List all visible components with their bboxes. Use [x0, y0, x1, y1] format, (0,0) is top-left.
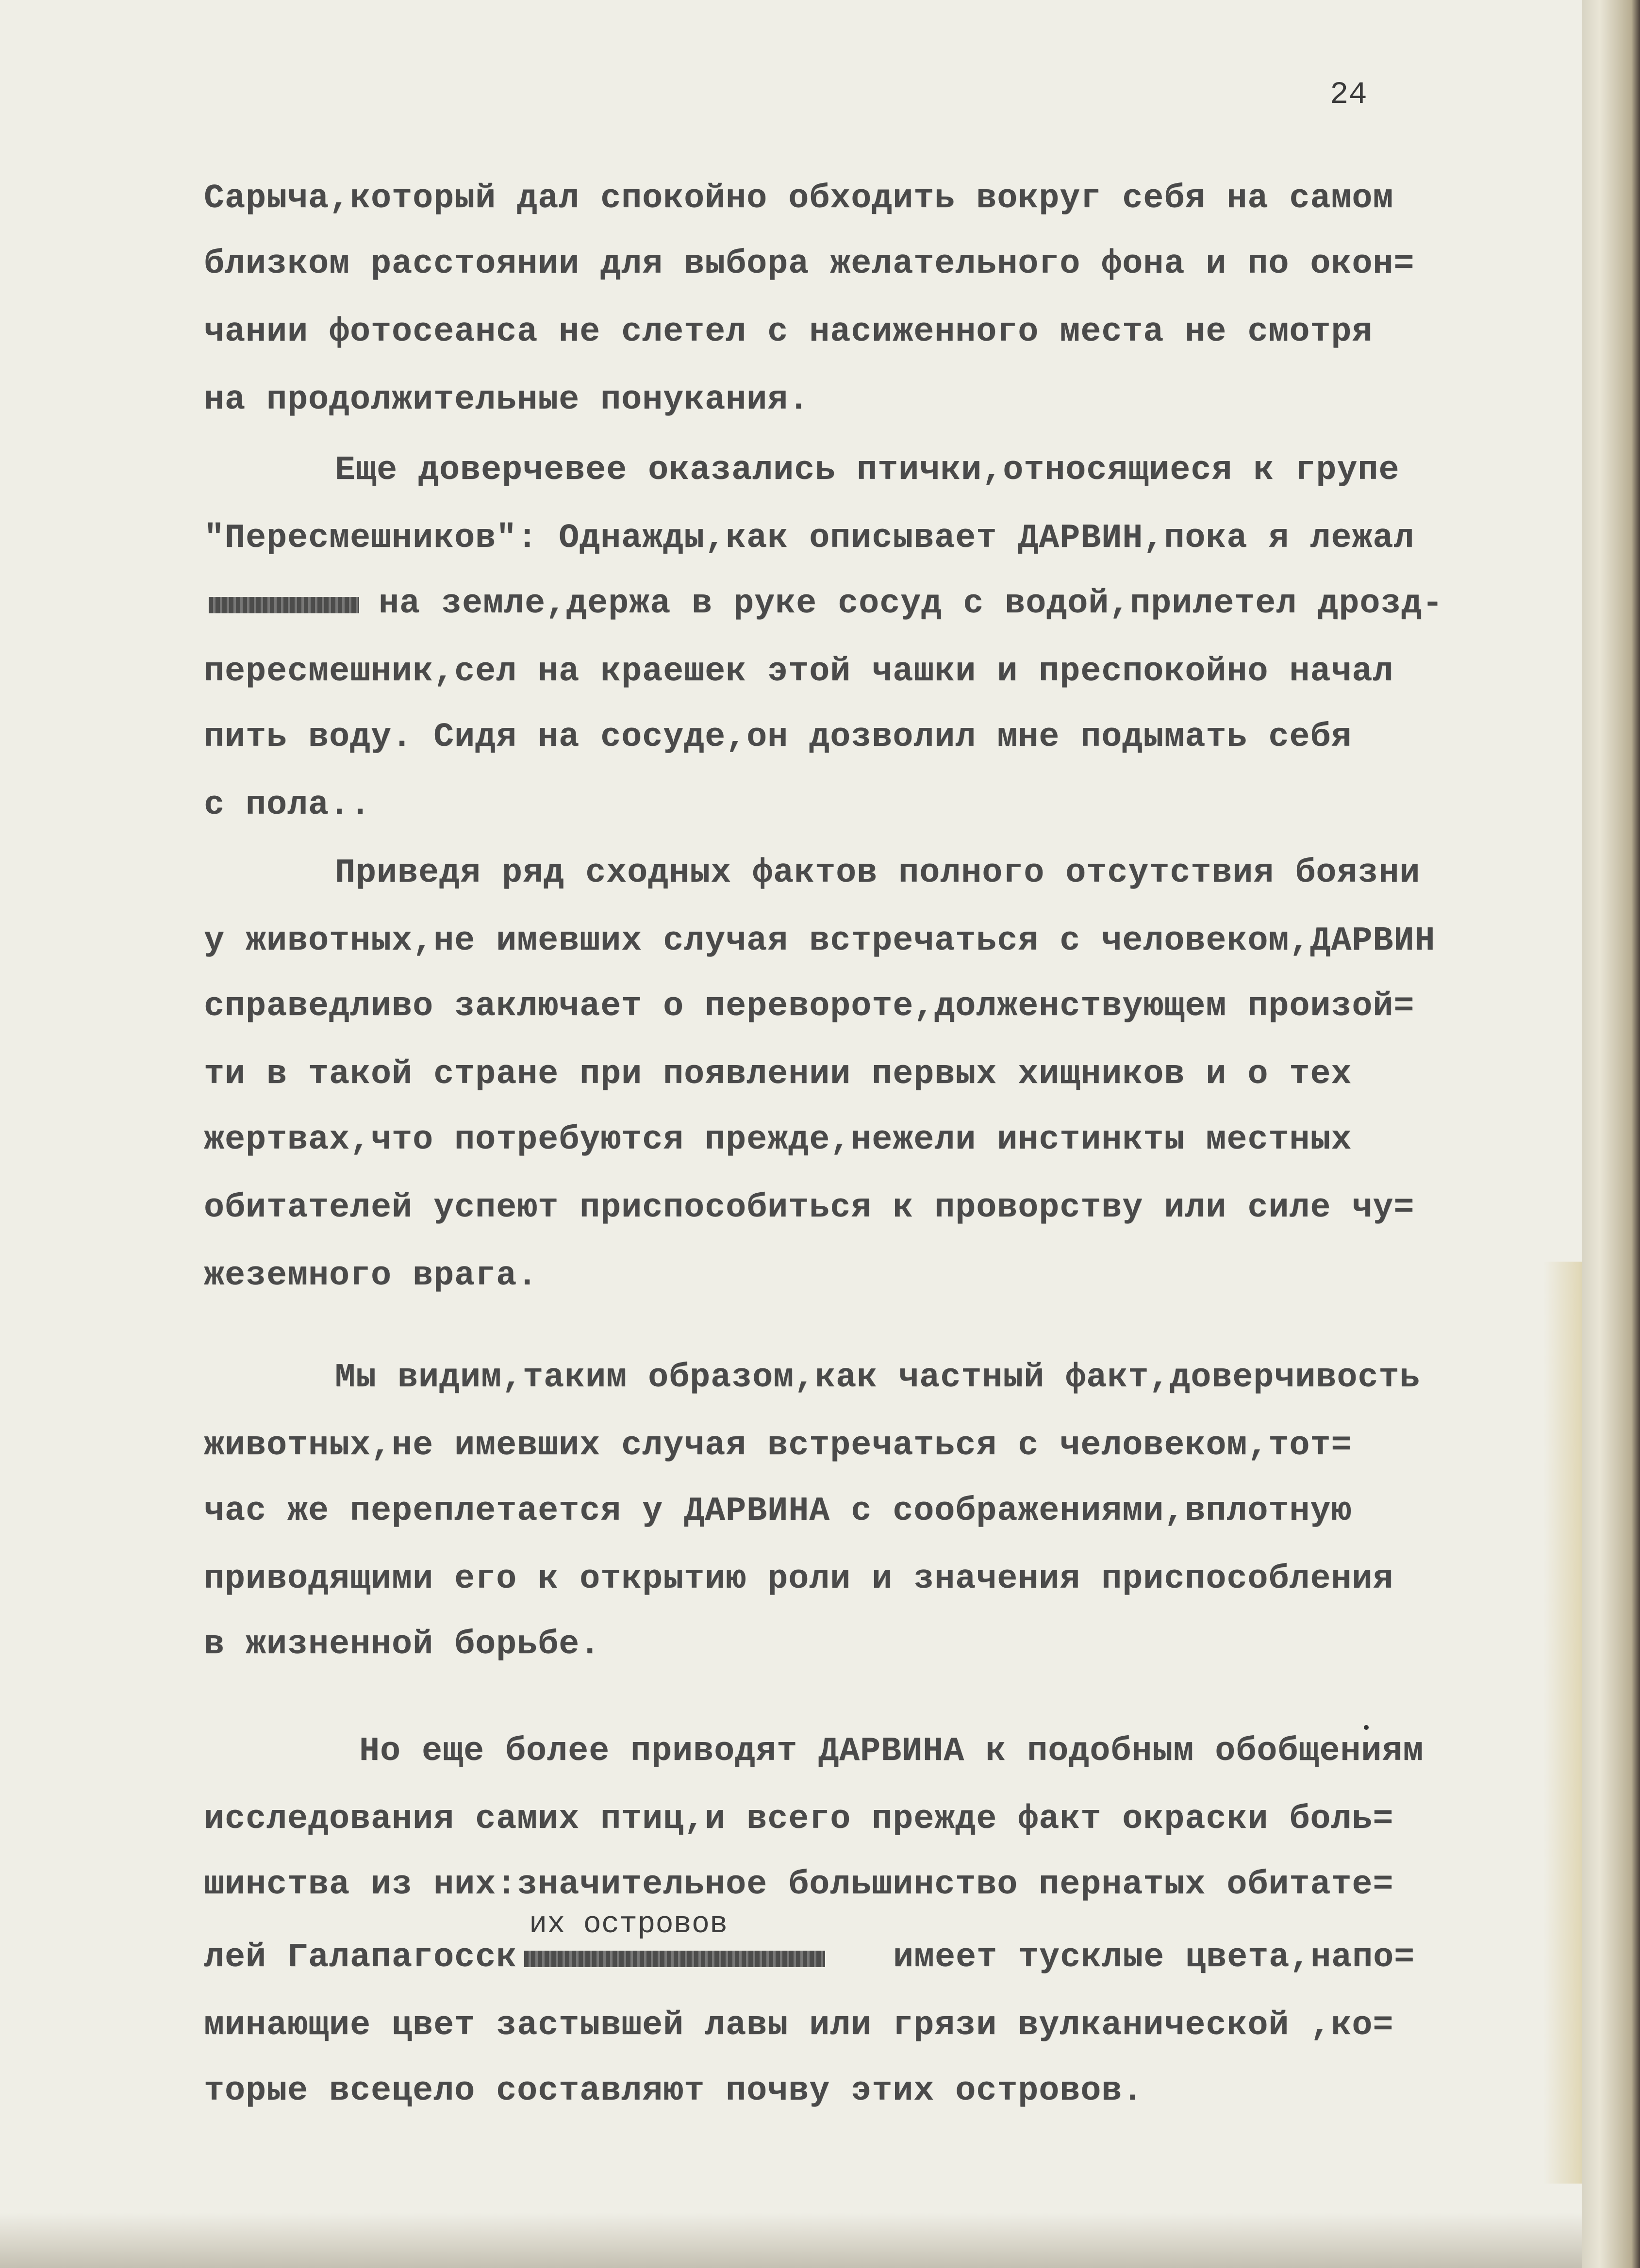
- text-line: исследования самих птиц,и всего прежде факт окраски боль=: [204, 1800, 1394, 1839]
- text-line: у животных,не имевших случая встречаться с человеком,ДАРВИН: [204, 922, 1436, 960]
- text-line: торые всецело составляют почву этих островов.: [204, 2072, 1143, 2110]
- text-line: шинства из них:значительное большинство пернатых обитате=: [204, 1866, 1394, 1904]
- text-line: в жизненной борьбе.: [204, 1626, 601, 1664]
- text-line: час же переплетается у ДАРВИНА с соображениями,вплотную: [204, 1492, 1352, 1530]
- text-line: ти в такой стране при появлении первых хищников и о тех: [204, 1055, 1352, 1094]
- page-number: 24: [1330, 78, 1367, 113]
- text-line: справедливо заключает о перевороте,долженствующем произой=: [204, 987, 1415, 1026]
- text-line: чании фотосеанса не слетел с насиженного места не смотря: [204, 313, 1373, 351]
- edge-stain: [1543, 1262, 1587, 2184]
- text-line: лей Галапагосск: [204, 1939, 517, 1977]
- text-line: "Пересмешников": Однажды,как описывает ДАРВИН,пока я лежал: [204, 519, 1415, 558]
- strikeout-mark: [209, 597, 359, 613]
- text-line: с пола..: [204, 786, 371, 824]
- text-line: на продолжительные понукания.: [204, 381, 810, 419]
- ink-dot: [1364, 1725, 1369, 1730]
- text-line: минающие цвет застывшей лавы или грязи вулканической ,ко=: [204, 2006, 1394, 2045]
- binding-edge: [1582, 0, 1640, 2268]
- text-line: приводящими его к открытию роли и значения приспособления: [204, 1560, 1394, 1598]
- text-line: на земле,держа в руке сосуд с водой,прилетел дрозд-: [379, 585, 1443, 623]
- text-line: Мы видим,таким образом,как частный факт,доверчивость: [335, 1359, 1421, 1397]
- text-line: жертвах,что потребуются прежде,нежели инстинкты местных: [204, 1121, 1352, 1159]
- text-line: жеземного врага.: [204, 1257, 538, 1295]
- text-line: пить воду. Сидя на сосуде,он дозволил мне подымать себя: [204, 718, 1352, 756]
- strikeout-mark: [524, 1951, 825, 1967]
- text-line: близком расстоянии для выбора желательного фона и по окон=: [204, 245, 1415, 283]
- text-line: Приведя ряд сходных фактов полного отсутствия боязни: [335, 854, 1421, 892]
- text-line: Но еще более приводят ДАРВИНА к подобным обобщениям: [359, 1732, 1424, 1771]
- handwritten-insertion: их островов: [529, 1907, 728, 1941]
- text-line: Сарыча,который дал спокойно обходить вокруг себя на самом: [204, 180, 1394, 218]
- text-line: имеет тусклые цвета,напо=: [893, 1939, 1415, 1977]
- bottom-edge: [0, 2213, 1587, 2268]
- text-line: обитателей успеют приспособиться к проворству или силе чу=: [204, 1189, 1415, 1227]
- text-line: пересмешник,сел на краешек этой чашки и преспокойно начал: [204, 653, 1394, 691]
- text-line: Еще доверчевее оказались птички,относящиеся к групе: [335, 451, 1400, 490]
- text-line: животных,не имевших случая встречаться с человеком,тот=: [204, 1427, 1352, 1465]
